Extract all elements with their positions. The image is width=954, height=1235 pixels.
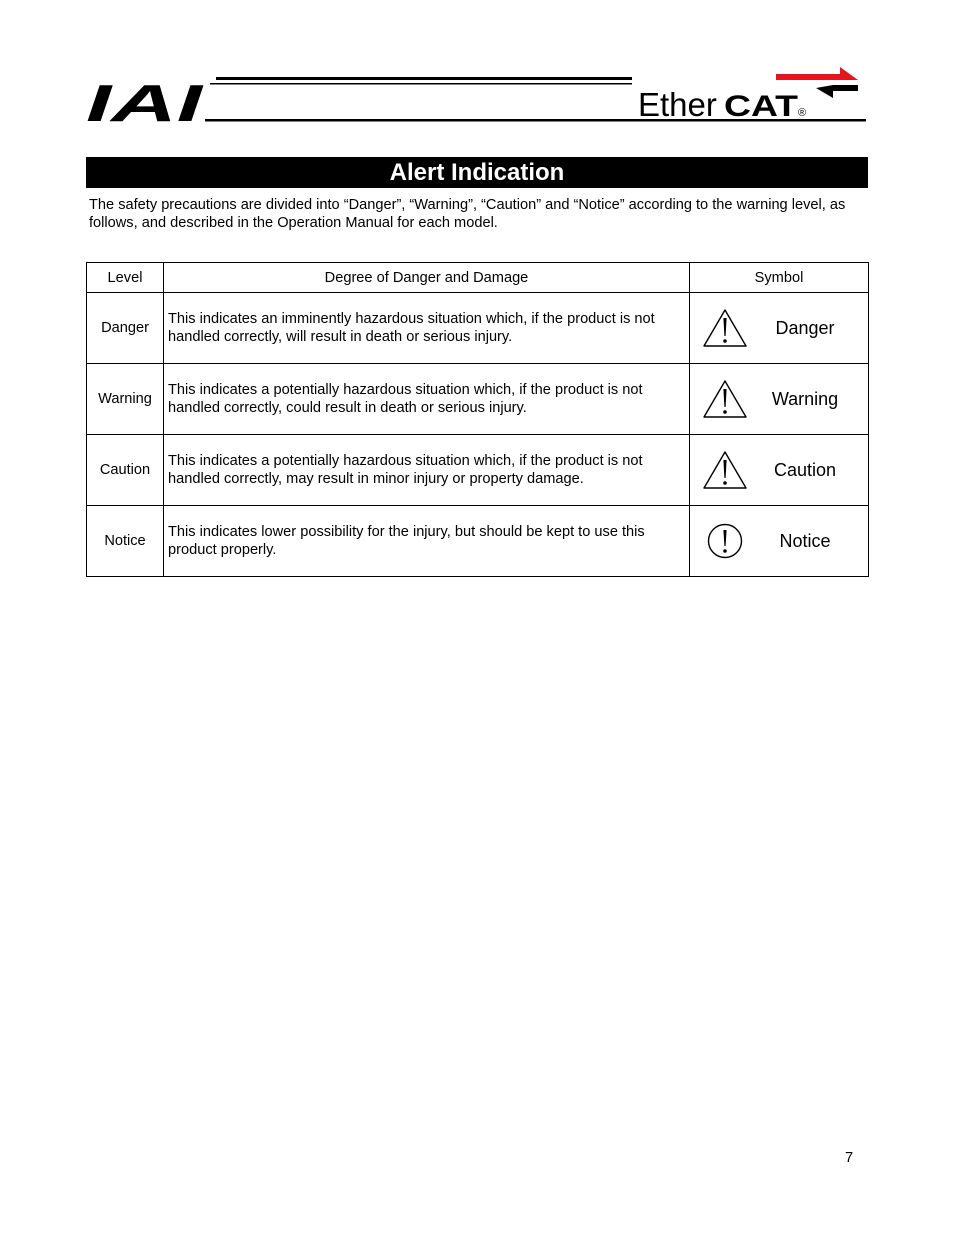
ethercat-logo-ether: Ether: [638, 86, 717, 123]
level-cell: Caution: [87, 435, 164, 506]
header-level: Level: [87, 263, 164, 293]
description-cell: This indicates lower possibility for the injury, but should be kept to use this product properly.: [164, 506, 690, 577]
table-row: [87, 293, 869, 364]
description-cell: This indicates a potentially hazardous situation which, if the product is not handled correctly, could result in death or serious injury.: [164, 364, 690, 435]
description-cell: This indicates a potentially hazardous situation which, if the product is not handled correctly, may result in minor injury or property damage.: [164, 435, 690, 506]
symbol-label: Notice: [779, 530, 831, 551]
intro-paragraph: The safety precautions are divided into “Danger”, “Warning”, “Caution” and “Notice” according to the warning level, as follows, and described in the Operation Manual for each model.: [89, 197, 846, 231]
table-row: [87, 435, 869, 506]
header-graphic: [0, 0, 954, 130]
level-cell: Danger: [87, 293, 164, 364]
registered-mark: ®: [798, 107, 807, 119]
header-rule-middle: [210, 83, 632, 85]
symbol-cell: [690, 435, 869, 506]
exclamation-circle-icon: [702, 521, 748, 561]
symbol-cell: [690, 364, 869, 435]
table-row: [87, 364, 869, 435]
page-number: 7: [845, 1150, 854, 1166]
ethercat-arrow-right-icon: [776, 67, 858, 80]
level-cell: Warning: [87, 364, 164, 435]
symbol-cell: [690, 293, 869, 364]
symbol-label: Warning: [771, 388, 839, 409]
page-header: [0, 0, 954, 130]
symbol-label: Danger: [775, 317, 835, 338]
symbol-cell: [690, 506, 869, 577]
iai-logo: IAI: [86, 75, 205, 130]
symbol-label: Caution: [773, 459, 837, 480]
warning-triangle-icon: [702, 308, 748, 348]
header-rule-top: [216, 77, 632, 80]
section-title: Alert Indication: [86, 157, 868, 188]
ethercat-logo-cat: CAT: [724, 90, 798, 123]
warning-triangle-icon: [702, 450, 748, 490]
ethercat-arrow-left-icon: [816, 85, 858, 98]
header-symbol: Symbol: [690, 263, 869, 293]
header-degree: Degree of Danger and Damage: [164, 263, 690, 293]
warning-triangle-icon: [702, 379, 748, 419]
table-row: [87, 506, 869, 577]
alert-table: [86, 262, 869, 577]
table-header-row: [87, 263, 869, 293]
description-cell: This indicates an imminently hazardous situation which, if the product is not handled correctly, will result in death or serious injury.: [164, 293, 690, 364]
level-cell: Notice: [87, 506, 164, 577]
